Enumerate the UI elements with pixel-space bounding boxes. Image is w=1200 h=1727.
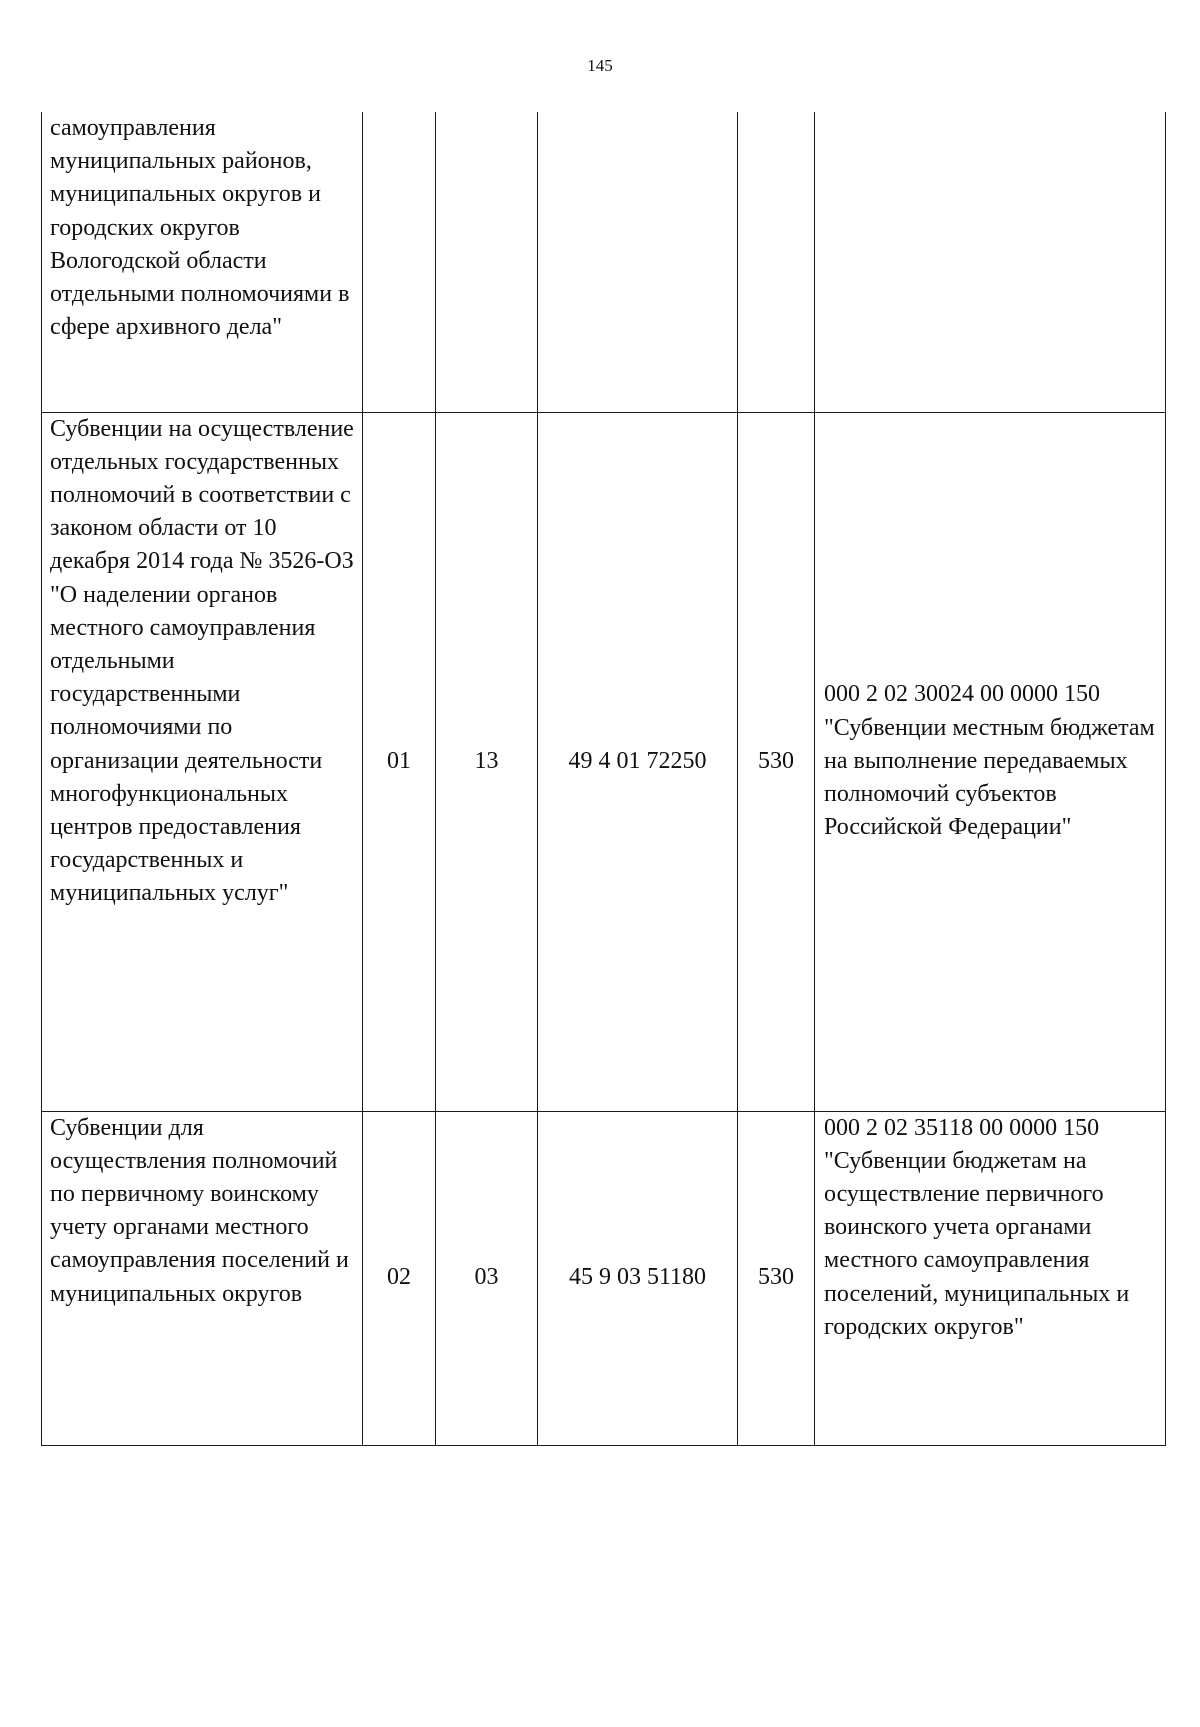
subsection-cell: 03	[436, 1111, 538, 1445]
row-name-cell	[42, 112, 363, 412]
subsection-cell	[436, 112, 538, 412]
expense-type-cell: 530	[738, 412, 815, 1111]
section-cell	[363, 112, 436, 412]
target-article-cell: 45 9 03 51180	[538, 1111, 738, 1445]
row-name: самоуправления муниципальных районов, муниципальных округов и городских округов Вологодской области отдельными полномочиями в сфере архивного дела"	[50, 115, 350, 341]
row-name: Субвенции для осуществления полномочий по первичному воинскому учету органами местного самоуправления поселений и муниципальных округов	[50, 1114, 349, 1307]
subsection-cell: 13	[436, 412, 538, 1111]
table-row	[42, 1111, 1166, 1445]
revenue-code-cell: 000 2 02 30024 00 0000 150 "Субвенции местным бюджетам на выполнение передаваемых полномочий субъектов Российской Федерации"	[815, 412, 1166, 1111]
expense-type-cell: 530	[738, 1111, 815, 1445]
target-article-cell	[538, 112, 738, 412]
expense-type-cell	[738, 112, 815, 412]
table-row	[42, 112, 1166, 412]
revenue-code-cell	[815, 112, 1166, 412]
budget-table	[41, 112, 1166, 1446]
table-row	[42, 412, 1166, 1111]
row-name-cell	[42, 412, 363, 1111]
section-cell: 01	[363, 412, 436, 1111]
revenue-code-cell: 000 2 02 35118 00 0000 150 "Субвенции бюджетам на осуществление первичного воинского учета органами местного самоуправления поселений, муниципальных и городских округов"	[815, 1111, 1166, 1445]
row-name: Субвенции на осуществление отдельных государственных полномочий в соответствии с законом области от 10 декабря 2014 года № 3526-ОЗ "О наделении органов местного самоуправления отдельными государственными полномочиями по организации деятельности многофункциональных центров предоставления государственных и муниципальных услуг"	[50, 415, 354, 907]
target-article-cell: 49 4 01 72250	[538, 412, 738, 1111]
page-number: 145	[587, 56, 613, 75]
section-cell: 02	[363, 1111, 436, 1445]
row-name-cell	[42, 1111, 363, 1445]
